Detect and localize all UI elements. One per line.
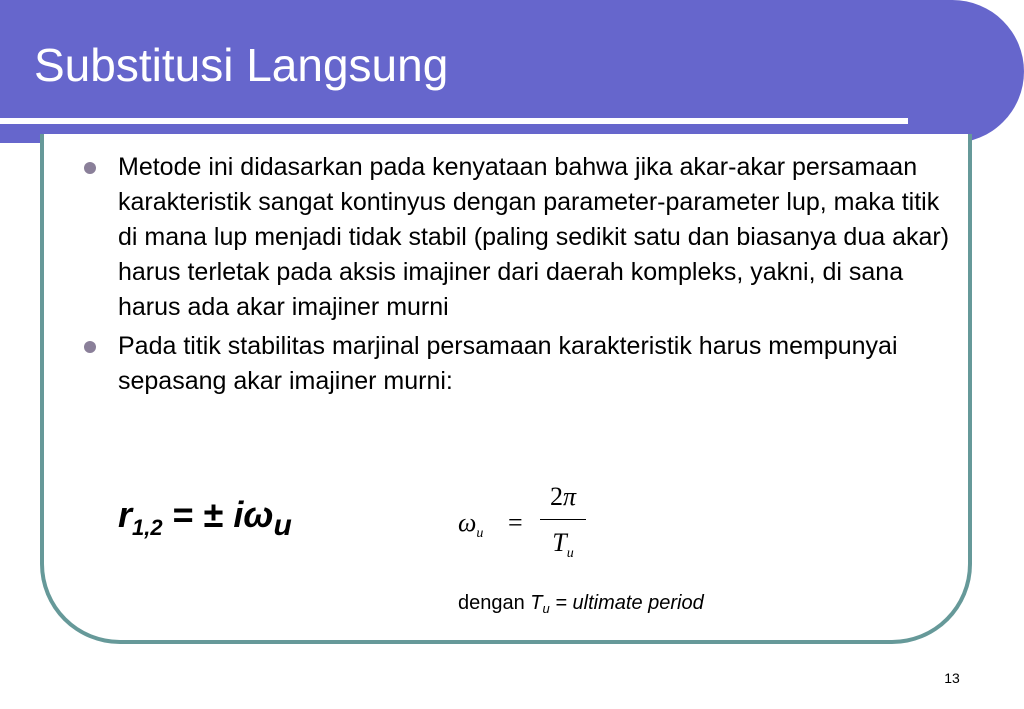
equals-sign: =: [508, 508, 523, 537]
bullet-text: Metode ini didasarkan pada kenyataan bahwa jika akar-akar persamaan karakteristik sangat kontinyus dengan parameter-parameter lup, maka titik di mana lup menjadi tidak stabil (paling sedikit satu dan biasanya dua akar) harus terletak pada aksis imajiner dari daerah kompleks, yakni, di sana harus ada akar imajiner murni: [118, 153, 950, 321]
fraction-bar: [540, 519, 586, 520]
omega-term: $\omega_u$: [458, 508, 484, 542]
fraction-numerator: 2π: [549, 482, 577, 511]
roots-formula: [118, 494, 292, 543]
fraction-denominator: $T_u$: [552, 528, 574, 562]
ultimate-period-caption: dengan $T_u$ = ultimate period: [458, 592, 704, 616]
formula-omega-subscript: u: [273, 509, 292, 543]
slide-title: Substitusi Langsung: [34, 39, 449, 91]
formula-operator: = ±: [162, 494, 234, 535]
bullet-item: [84, 329, 964, 399]
ultimate-frequency-formula: [458, 478, 598, 568]
formula-i-omega: iω: [233, 494, 274, 535]
title-divider: [0, 118, 908, 124]
bullet-list: [84, 150, 964, 403]
bullet-text: Pada titik stabilitas marjinal persamaan karakteristik harus mempunyai sepasang akar imajiner murni:: [118, 332, 898, 395]
bullet-item: [84, 150, 964, 325]
page-number: 13: [944, 670, 960, 686]
formula-r: r: [118, 494, 133, 535]
bullet-dot-icon: [84, 341, 96, 353]
bullet-dot-icon: [84, 162, 96, 174]
formula-r-subscript: 1,2: [132, 515, 163, 541]
